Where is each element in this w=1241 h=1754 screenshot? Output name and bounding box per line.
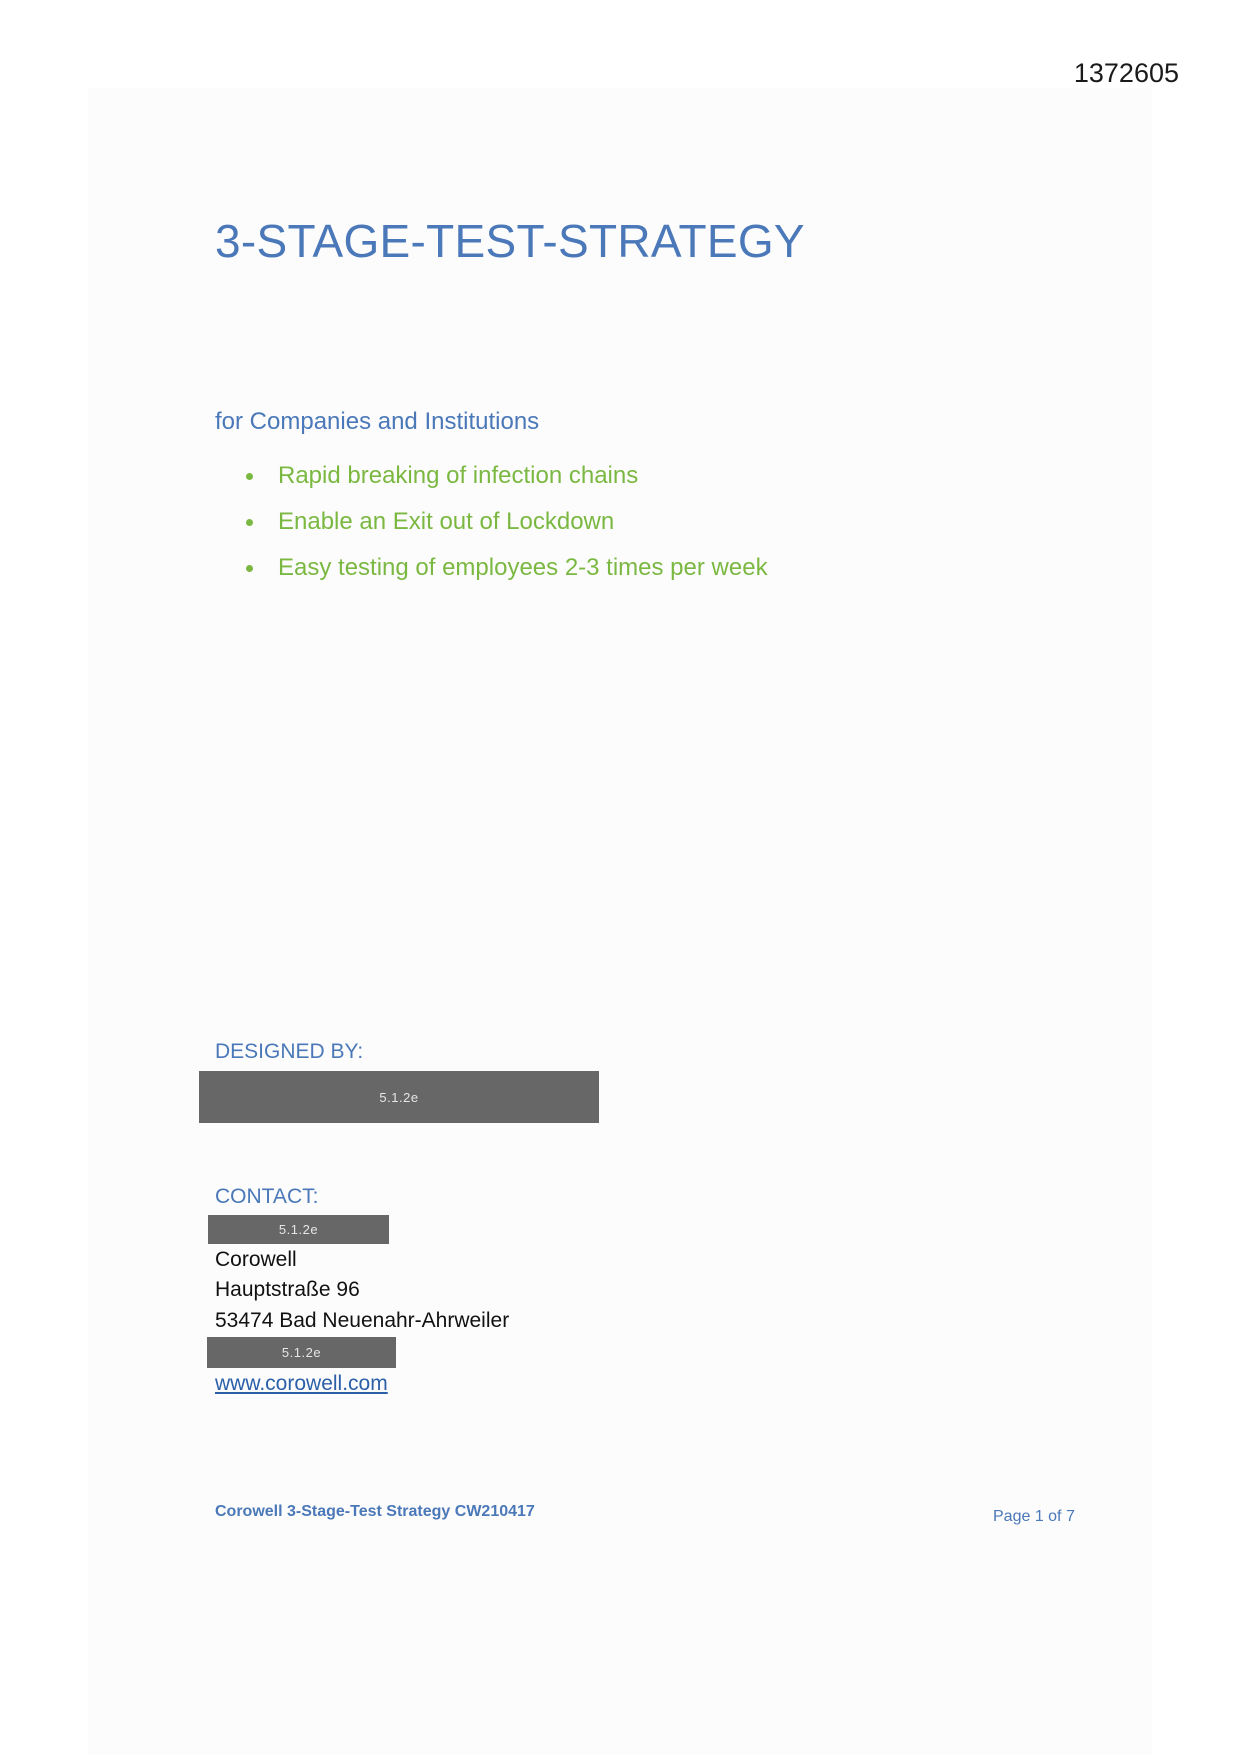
feature-text: Enable an Exit out of Lockdown (278, 508, 615, 535)
designed-by-redaction: 5.1.2e (199, 1071, 599, 1123)
feature-text: Rapid breaking of infection chains (278, 462, 639, 489)
document-number: 1372605 (1073, 58, 1179, 88)
contact-name-redaction: 5.1.2e (208, 1215, 389, 1244)
contact-phone-redaction: 5.1.2e (207, 1337, 396, 1368)
footer-page-indicator: Page 1 of 7 (993, 1508, 1075, 1525)
page-title: 3-STAGE-TEST-STRATEGY (215, 215, 805, 267)
bullet-icon (246, 519, 253, 526)
subtitle: for Companies and Institutions (215, 408, 540, 435)
contact-company: Corowell (215, 1248, 297, 1271)
website-link[interactable]: www.corowell.com (215, 1372, 388, 1395)
feature-item (246, 453, 768, 499)
designed-by-label: DESIGNED BY: (215, 1040, 364, 1063)
footer-document-ref: Corowell 3-Stage-Test Strategy CW210417 (215, 1503, 535, 1520)
bullet-icon (246, 565, 253, 572)
feature-text: Easy testing of employees 2-3 times per week (278, 554, 768, 581)
feature-item (246, 545, 768, 591)
feature-item (246, 499, 768, 545)
feature-list (246, 453, 768, 591)
bullet-icon (246, 473, 253, 480)
contact-street: Hauptstraße 96 (215, 1278, 360, 1301)
contact-city: 53474 Bad Neuenahr-Ahrweiler (215, 1309, 510, 1332)
contact-label: CONTACT: (215, 1185, 319, 1208)
